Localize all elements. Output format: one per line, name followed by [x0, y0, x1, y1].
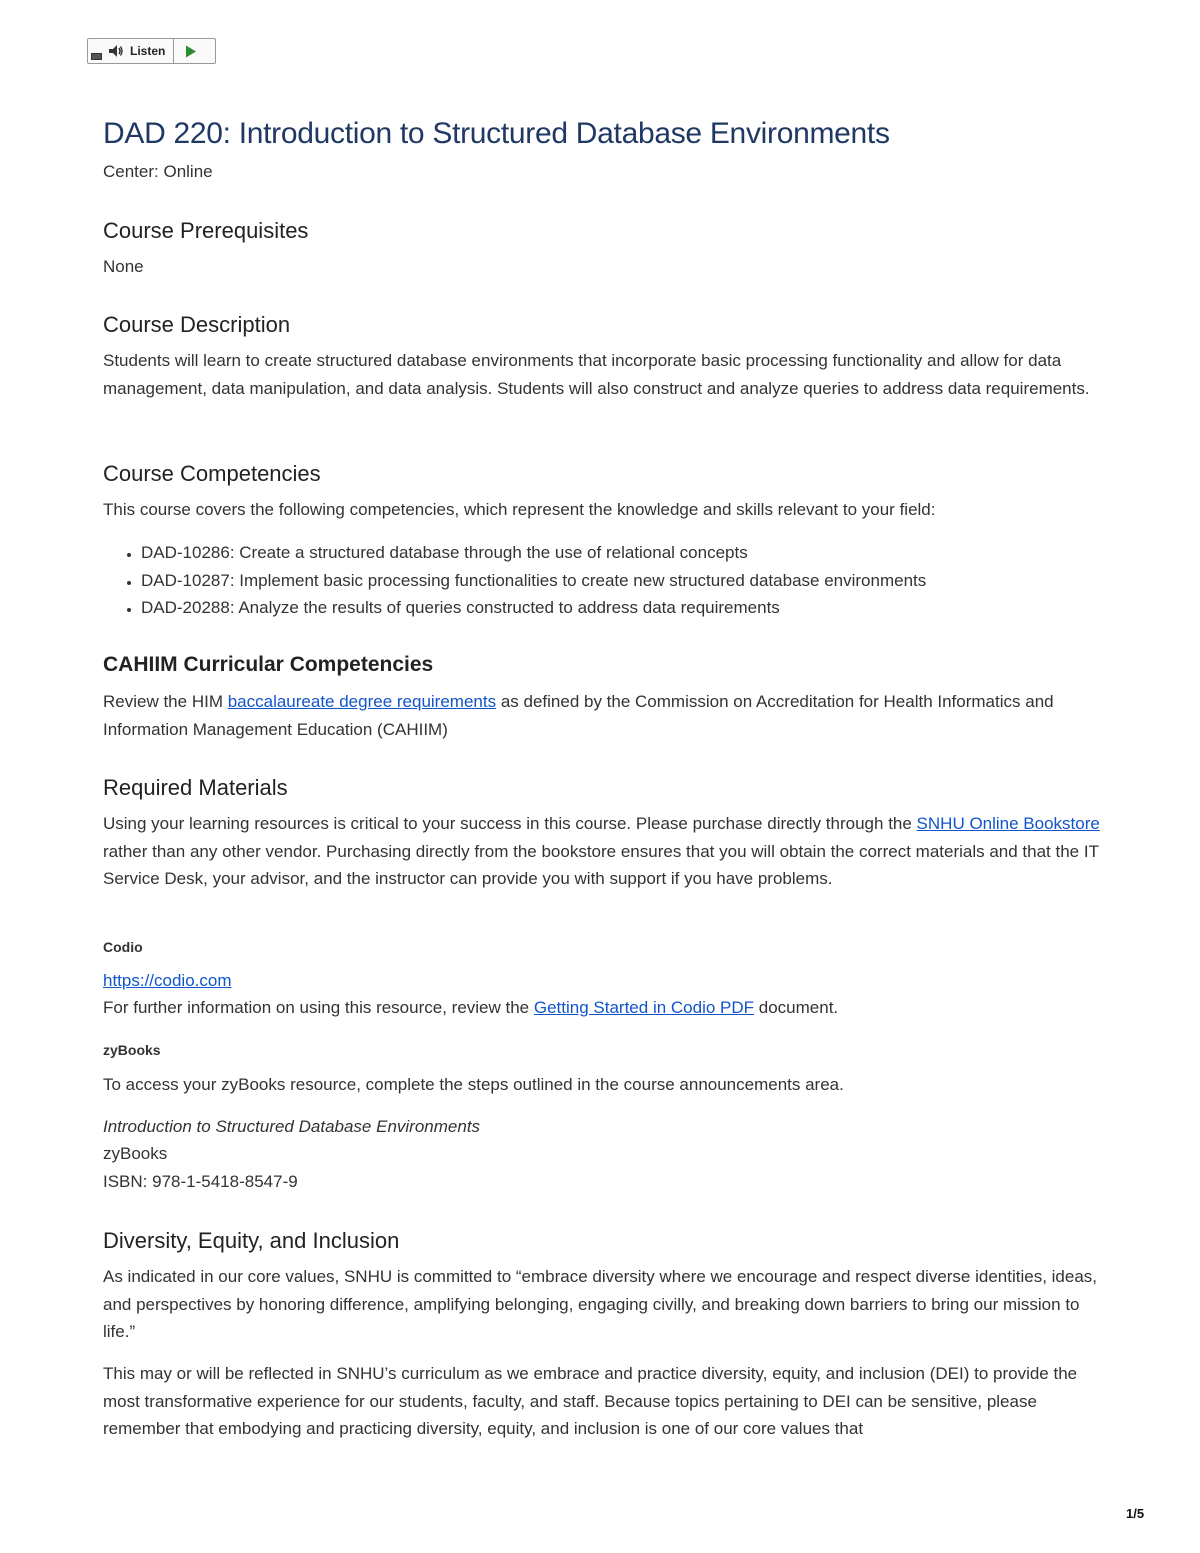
competencies-intro: This course covers the following competencies, which represent the knowledge and skills relevant to your field:	[103, 500, 936, 519]
materials-text-start: Using your learning resources is critical to your success in this course. Please purchase directly through the	[103, 814, 917, 833]
codio-text-end: document.	[754, 998, 839, 1017]
dei-paragraph-2: This may or will be reflected in SNHU’s curriculum as we embrace and practice diversity, equity, and inclusion (DEI) to provide the most transformative experience for our students, faculty, and staff. Because topics pertaining to DEI can be sensitive, please remember that embodying and practicing diversity, equity, and inclusion is one of our core values that	[103, 1364, 1078, 1438]
competencies-list	[103, 539, 1141, 622]
dei-paragraph-1: As indicated in our core values, SNHU is committed to “embrace diversity where we encourage and respect diverse identities, ideas, and perspectives by honoring difference, amplifying belonging, engaging civilly, and breaking down barriers to bring our mission to life.”	[103, 1267, 1098, 1341]
cahiim-text	[103, 688, 1103, 743]
cahiim-text-start: Review the HIM	[103, 692, 228, 711]
codio-text	[103, 994, 1103, 1022]
prerequisites-heading: Course Prerequisites	[103, 218, 309, 243]
description-text: Students will learn to create structured database environments that incorporate basic processing functionality and allow for data management, data manipulation, and data analysis. Students will also construct and analyze queries to address data requirements.	[103, 351, 1090, 398]
book-publisher: zyBooks	[103, 1144, 168, 1163]
competency-item: • DAD-10286: Create a structured database through the use of relational concepts	[141, 539, 1141, 567]
competency-item: • DAD-20288: Analyze the results of queries constructed to address data requirements	[141, 594, 1141, 622]
cahiim-text-end: as defined by the Commission on Accreditation for Health Informatics and Information Management Education (CAHIIM)	[103, 692, 1054, 739]
materials-heading: Required Materials	[103, 775, 288, 800]
baccalaureate-requirements-link[interactable]: baccalaureate degree requirements	[227, 692, 497, 711]
codio-text-start: For further information on using this resource, review the	[103, 998, 534, 1017]
cahiim-heading: CAHIIM Curricular Competencies	[103, 653, 434, 676]
listen-widget[interactable]	[87, 38, 216, 64]
zybooks-heading: zyBooks	[103, 1042, 161, 1058]
page-title: DAD 220: Introduction to Structured Database Environments	[103, 117, 890, 150]
materials-text-end: rather than any other vendor. Purchasing directly from the bookstore ensures that you will obtain the correct materials and that the IT Service Desk, your advisor, and the instructor can provide you with support if you have problems.	[103, 841, 1099, 888]
zybooks-text: To access your zyBooks resource, complete the steps outlined in the course announcements area.	[103, 1075, 844, 1094]
materials-text	[103, 810, 1103, 893]
player-box-icon	[91, 53, 102, 60]
play-icon	[185, 45, 197, 58]
play-button[interactable]	[174, 39, 208, 63]
prerequisites-text: None	[103, 257, 144, 276]
speaker-icon	[108, 44, 124, 58]
listen-label[interactable]: Listen	[130, 44, 166, 58]
book-title: Introduction to Structured Database Environments	[103, 1117, 481, 1136]
getting-started-codio-link[interactable]: Getting Started in Codio PDF	[533, 998, 755, 1017]
snhu-bookstore-link[interactable]: SNHU Online Bookstore	[916, 814, 1100, 833]
codio-link[interactable]: https://codio.com	[103, 971, 232, 990]
book-isbn: ISBN: 978-1-5418-8547-9	[103, 1172, 298, 1191]
competency-item: • DAD-10287: Implement basic processing functionalities to create new structured database environments	[141, 567, 1141, 595]
codio-heading: Codio	[103, 939, 143, 955]
competencies-heading: Course Competencies	[103, 461, 321, 486]
page-number: 1/5	[1126, 1506, 1145, 1521]
center-label: Center: Online	[103, 162, 213, 181]
dei-heading: Diversity, Equity, and Inclusion	[103, 1228, 400, 1253]
description-heading: Course Description	[103, 312, 291, 337]
codio-url-line	[103, 967, 1103, 995]
